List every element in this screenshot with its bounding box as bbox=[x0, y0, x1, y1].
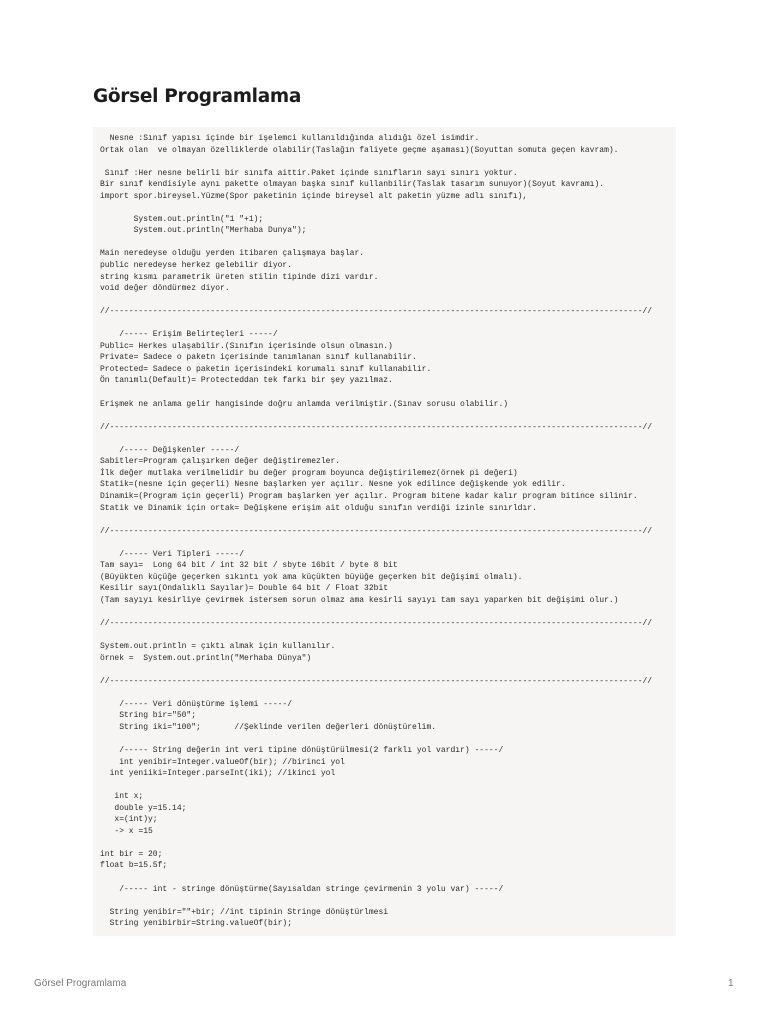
code-line: İlk değer mutlaka verilmelidir bu değer program boyunca değiştirilemez(örnek pi değeri) bbox=[100, 468, 518, 478]
code-line: float b=15.5f; bbox=[100, 861, 168, 871]
code-line: /----- String değerin int veri tipine dönüştürülmesi(2 farklı yol vardır) -----/ bbox=[100, 745, 504, 755]
code-line: Private= Sadece o paketn içerisinde tanımlanan sınıf kullanabilir. bbox=[100, 353, 417, 363]
code-line: Kesilir sayı(Ondalıklı Sayılar)= Double 64 bit / Float 32bit bbox=[100, 584, 389, 594]
code-line: //---------------------------------------------------------------------------------------------------------------// bbox=[100, 307, 653, 317]
code-line bbox=[100, 410, 676, 422]
code-line: Ortak olan ve olmayan özelliklerde olabilir(Taslağın faliyete geçme aşaması)(Soyuttan somuta geçen kavram). bbox=[100, 145, 619, 155]
page-number: 1 bbox=[728, 978, 734, 989]
code-line: void değer döndürmez diyor. bbox=[100, 284, 230, 294]
code-line: System.out.println("Merhaba Dunya"); bbox=[100, 226, 307, 236]
code-line bbox=[100, 537, 676, 549]
code-line: Ön tanımlı(Default)= Protecteddan tek farkı bir şey yazılmaz. bbox=[100, 376, 393, 386]
code-line: String yenibir=""+bir; //int tipinin Stringe dönüştürlmesi bbox=[100, 907, 389, 917]
code-line: //---------------------------------------------------------------------------------------------------------------// bbox=[100, 676, 653, 686]
code-line bbox=[100, 295, 676, 307]
code-line: //---------------------------------------------------------------------------------------------------------------// bbox=[100, 422, 653, 432]
code-line bbox=[100, 780, 676, 792]
code-line bbox=[100, 156, 676, 168]
code-line: Nesne :Sınıf yapısı içinde bir işelemci kullanıldığında alıdığı özel isimdir. bbox=[100, 134, 480, 143]
code-line: System.out.println = çıktı almak için kullanılır. bbox=[100, 642, 336, 652]
code-line bbox=[100, 606, 676, 618]
code-line: /----- Veri dönüştürme işlemi -----/ bbox=[100, 699, 293, 709]
code-line bbox=[100, 387, 676, 399]
code-line: int bir = 20; bbox=[100, 849, 163, 859]
code-line: System.out.println("1 "+1); bbox=[100, 214, 264, 224]
code-line: Bir sınıf kendisiyle aynı pakette olmayan başka sınıf kullanbilir(Taslak tasarım sunuyor)(Soyut kavramı). bbox=[100, 180, 605, 190]
code-line bbox=[100, 202, 676, 214]
code-line bbox=[100, 837, 676, 849]
code-line: int yeniiki=Integer.parseInt(iki); //ikinci yol bbox=[100, 769, 336, 779]
code-line bbox=[100, 237, 676, 249]
code-line: double y=15.14; bbox=[100, 803, 187, 813]
code-line bbox=[100, 318, 676, 330]
code-line: String iki="100"; //Şeklinde verilen değerleri dönüştürelim. bbox=[100, 722, 437, 732]
code-line: (Tam sayıyı kesirliye çevirmek istersem sorun olmaz ama kesirli sayıyı tam sayı yaparken bit değişimi olur.) bbox=[100, 595, 619, 605]
footer-title: Görsel Programlama bbox=[34, 978, 127, 989]
code-block bbox=[93, 127, 676, 936]
code-line bbox=[100, 687, 676, 699]
code-line: /----- Erişim Belirteçleri -----/ bbox=[100, 330, 278, 340]
code-line: Tam sayı= Long 64 bit / int 32 bit / sbyte 16bit / byte 8 bit bbox=[100, 561, 398, 571]
code-line: Public= Herkes ulaşabilir.(Sınıfın içerisinde olsun olmasın.) bbox=[100, 341, 393, 351]
code-line: (Büyükten küçüğe geçerken sıkıntı yok ama küçükten büyüğe geçerken bit değişimi olmalı). bbox=[100, 572, 523, 582]
code-line: örnek = System.out.println("Merhaba Dünya") bbox=[100, 653, 312, 663]
code-line: Sınıf :Her nesne belirli bir sınıfa aittir.Paket içinde sınıfların sayı sınırı yoktur. bbox=[100, 168, 518, 178]
code-line: public neredeyse herkez gelebilir diyor. bbox=[100, 261, 293, 271]
code-line: -> x =15 bbox=[100, 826, 153, 836]
code-line bbox=[100, 664, 676, 676]
code-line: Protected= Sadece o paketin içerisindeki korumalı sınıf kullanabilir. bbox=[100, 364, 432, 374]
code-line bbox=[100, 630, 676, 642]
code-line: x=(int)y; bbox=[100, 815, 158, 825]
code-line: string kısmı parametrik üreten stilin tipinde dizi vardır. bbox=[100, 272, 379, 282]
code-line: Erişmek ne anlama gelir hangisinde doğru anlamda verilmiştir.(Sınav sorusu olabilir.) bbox=[100, 399, 509, 409]
page-title: Görsel Programlama bbox=[93, 86, 302, 107]
code-line: String yenibirbir=String.valueOf(bir); bbox=[100, 919, 293, 929]
code-line: Sabitler=Program çalışırken değer değiştiremezler. bbox=[100, 457, 341, 467]
code-line: Dinamik=(Program için geçerli) Program başlarken yer açılır. Program bitene kadar kalır program bitince silinir. bbox=[100, 491, 638, 501]
code-line bbox=[100, 895, 676, 907]
code-line: int yenibir=Integer.valueOf(bir); //birinci yol bbox=[100, 757, 345, 767]
code-line bbox=[100, 733, 676, 745]
code-line: Statik ve Dinamik için ortak= Değişkene erişim ait olduğu sınıfın verdiği izinle sınırldır. bbox=[100, 503, 537, 513]
code-line: Main neredeyse olduğu yerden itibaren çalışmaya başlar. bbox=[100, 249, 365, 259]
code-line: /----- Değişkenler -----/ bbox=[100, 445, 240, 455]
code-line: /----- int - stringe dönüştürme(Sayısaldan stringe çevirmenin 3 yolu var) -----/ bbox=[100, 884, 504, 894]
code-line: //---------------------------------------------------------------------------------------------------------------// bbox=[100, 526, 653, 536]
code-line: Statik=(nesne için geçerli) Nesne başlarken yer açılır. Nesne yok edilince değişkende yok edilir. bbox=[100, 480, 566, 490]
code-line: //---------------------------------------------------------------------------------------------------------------// bbox=[100, 618, 653, 628]
code-line: int x; bbox=[100, 792, 144, 802]
code-line: /----- Veri Tipleri -----/ bbox=[100, 549, 245, 559]
code-line bbox=[100, 433, 676, 445]
code-line: import spor.bireysel.Yüzme(Spor paketinin içinde bireysel alt paketin yüzme adlı sınıfı), bbox=[100, 191, 528, 201]
code-line bbox=[100, 514, 676, 526]
code-line: String bir="50"; bbox=[100, 711, 197, 721]
code-line bbox=[100, 872, 676, 884]
